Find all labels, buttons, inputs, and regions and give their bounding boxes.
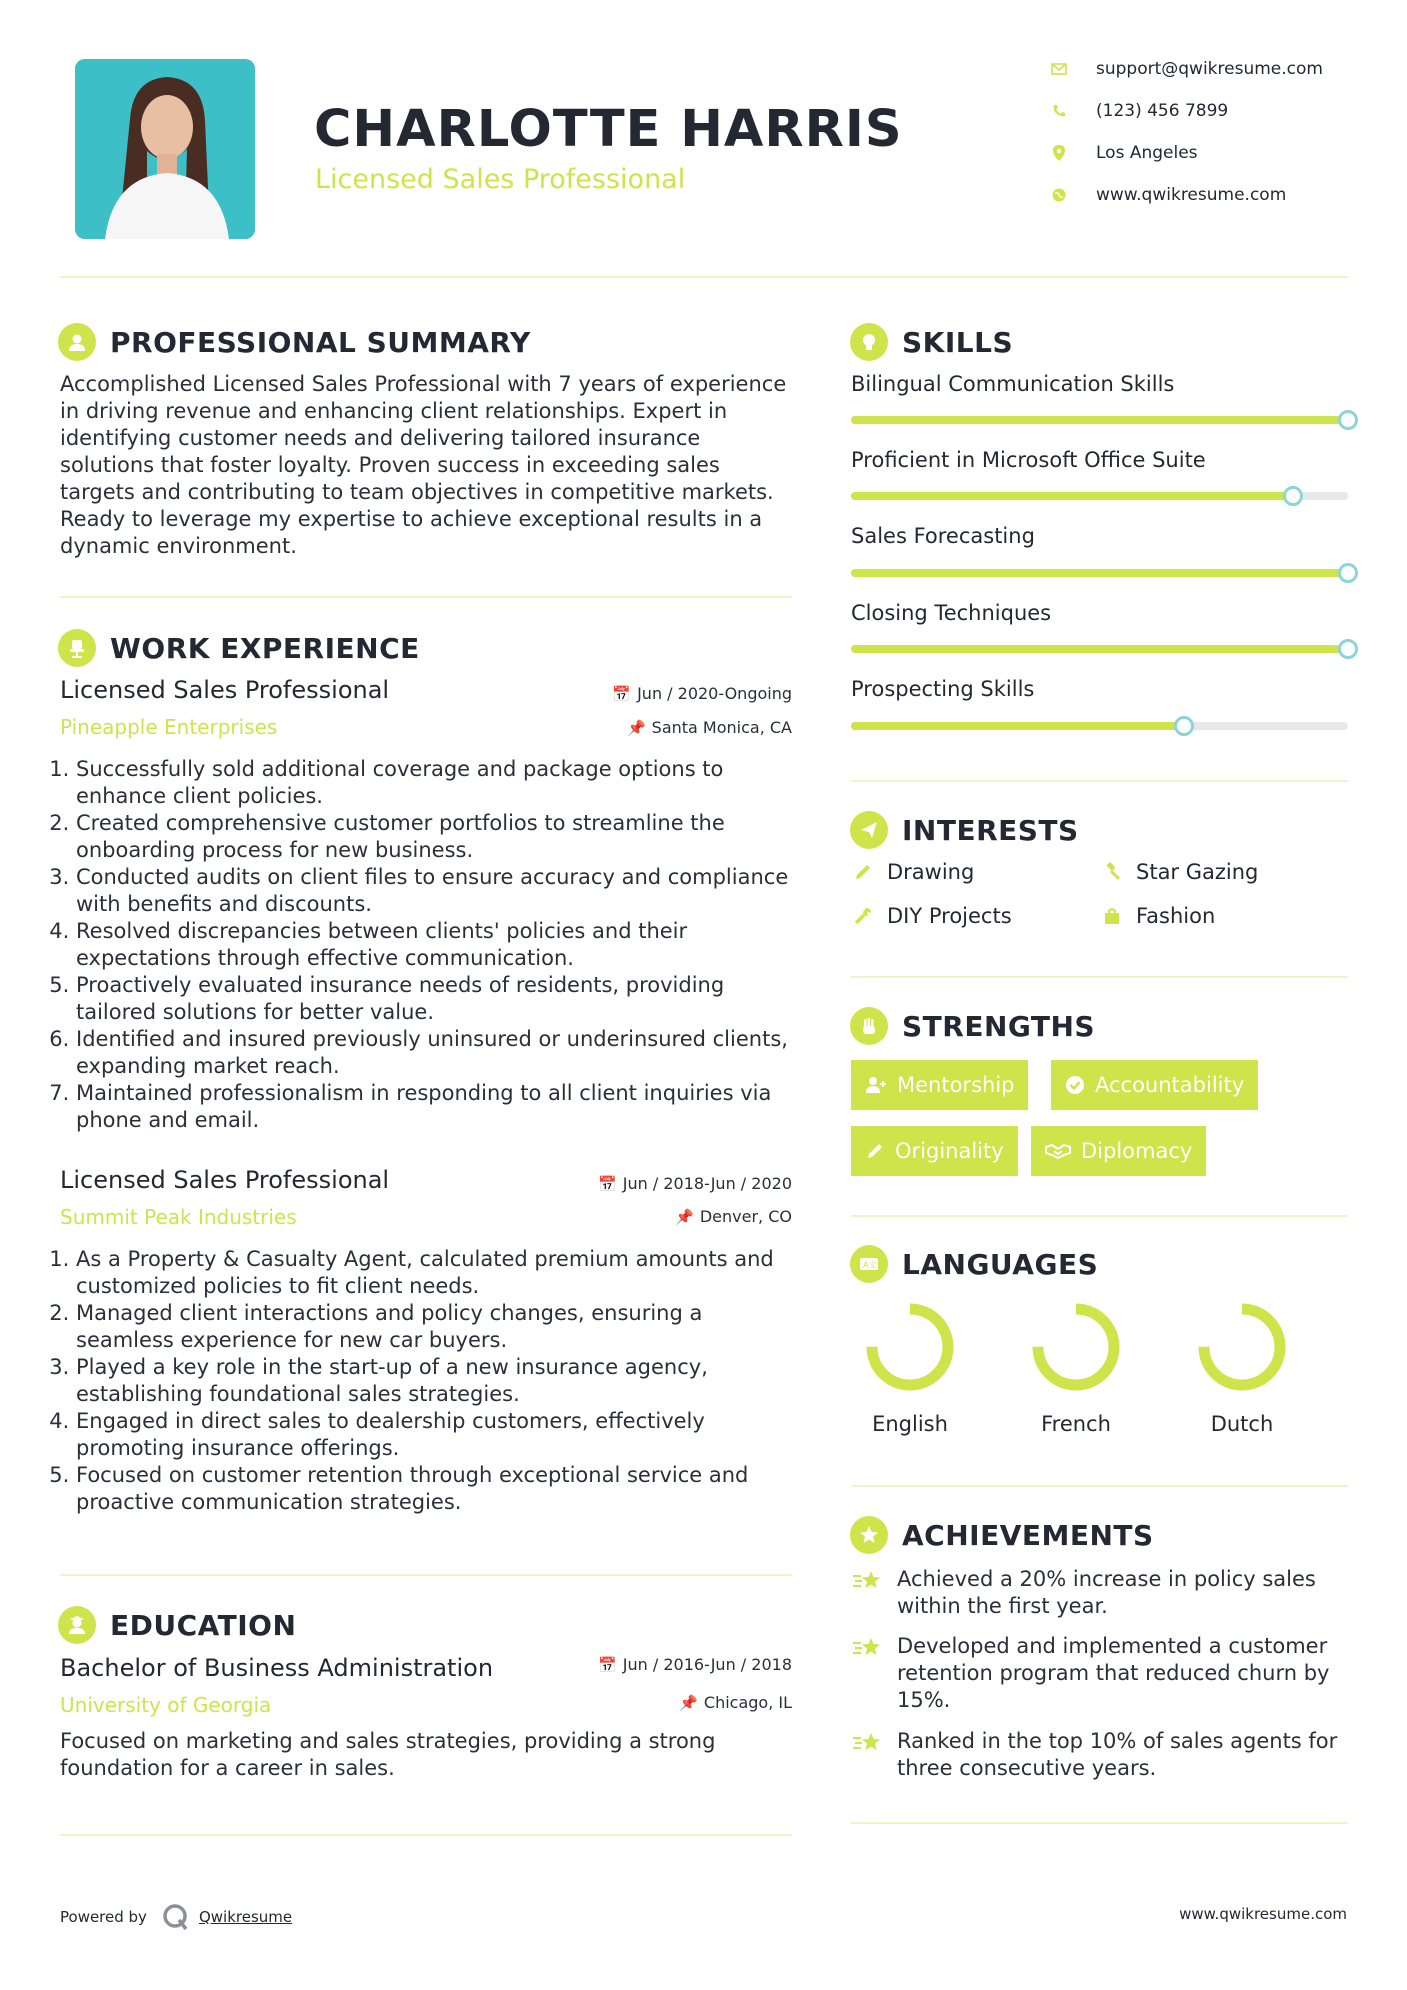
education-text: Focused on marketing and sales strategies, providing a strong foundation for a career in sales. <box>60 1729 716 1780</box>
svg-text:A文: A文 <box>863 1260 877 1270</box>
education-divider <box>60 1834 792 1836</box>
interest-diy: DIY Projects <box>851 904 1012 928</box>
star-badge-icon <box>850 1516 888 1554</box>
lightbulb-icon <box>850 323 888 361</box>
list-item: 6. Identified and insured previously uninsured or underinsured clients, expanding market reach. <box>76 1026 794 1080</box>
skill-5-knob <box>1174 716 1194 736</box>
chair-icon <box>58 629 96 667</box>
calendar-icon: 📅 <box>598 1655 617 1674</box>
education-degree: Bachelor of Business Administration <box>60 1654 494 1682</box>
education-school: University of Georgia <box>60 1693 272 1717</box>
work-heading: WORK EXPERIENCE <box>58 626 420 670</box>
education-dates: 📅 Jun / 2016-Jun / 2018 <box>598 1655 792 1674</box>
list-item: 5. Proactively evaluated insurance needs of residents, providing tailored solutions for better value. <box>76 972 794 1026</box>
globe-icon <box>1050 186 1068 204</box>
job-1-title: Licensed Sales Professional <box>60 676 390 704</box>
skill-3-knob <box>1338 563 1358 583</box>
interest-fashion: Fashion <box>1100 904 1215 928</box>
skills-divider <box>851 780 1348 782</box>
language-dutch-ring <box>1195 1300 1289 1394</box>
skill-4-knob <box>1338 639 1358 659</box>
calendar-icon: 📅 <box>598 1174 617 1193</box>
skill-4-fill <box>851 645 1348 653</box>
header-divider <box>60 276 1348 278</box>
skill-2-fill <box>851 492 1293 500</box>
wrench-icon <box>851 904 875 928</box>
skills-heading: SKILLS <box>850 320 1013 364</box>
skill-3-fill <box>851 569 1348 577</box>
achievements-divider <box>851 1822 1348 1824</box>
job-1-location: 📌 Santa Monica, CA <box>626 718 792 737</box>
skill-2-name: Proficient in Microsoft Office Suite <box>851 448 1206 472</box>
languages-heading: A文 LANGUAGES <box>850 1242 1098 1286</box>
user-icon <box>58 323 96 361</box>
skill-1-fill <box>851 416 1348 424</box>
summary-heading: PROFESSIONAL SUMMARY <box>58 320 531 364</box>
pencil-icon <box>851 860 875 884</box>
list-item: 1. Successfully sold additional coverage and package options to enhance client policies. <box>76 756 794 810</box>
strength-originality: Originality <box>851 1126 1018 1176</box>
strengths-divider <box>851 1215 1348 1217</box>
list-item: 2. Created comprehensive customer portfolios to streamline the onboarding process for new business. <box>76 810 794 864</box>
job-1-dates: 📅 Jun / 2020-Ongoing <box>612 684 792 703</box>
location-pin-icon <box>1050 144 1068 162</box>
hand-icon <box>850 1007 888 1045</box>
user-plus-icon <box>865 1075 887 1095</box>
list-item: 2. Managed client interactions and policy changes, ensuring a seamless experience for new car buyers. <box>76 1300 794 1354</box>
list-item: 4. Engaged in direct sales to dealership customers, effectively promoting insurance offerings. <box>76 1408 794 1462</box>
list-item: 3. Conducted audits on client files to ensure accuracy and compliance with benefits and discounts. <box>76 864 794 918</box>
paper-plane-icon <box>850 811 888 849</box>
contact-phone[interactable]: (123) 456 7899 <box>1050 96 1380 126</box>
qwikresume-logo-icon <box>161 1902 191 1932</box>
job-1-company: Pineapple Enterprises <box>60 715 278 739</box>
strength-diplomacy: Diplomacy <box>1031 1126 1206 1176</box>
interests-divider <box>851 976 1348 978</box>
strengths-heading: STRENGTHS <box>850 1004 1095 1048</box>
footer-url[interactable]: www.qwikresume.com <box>1179 1905 1347 1923</box>
skill-1-name: Bilingual Communication Skills <box>851 372 1175 396</box>
summary-text: Accomplished Licensed Sales Professional with 7 years of experience in driving revenue and enhancing client relationships. Expert in identifying customer needs and delivering tailored insurance solutions that foster loyalty. Proven success in exceeding sales targets and contributing to team objectives in competitive markets. Ready to leverage my expertise to achieve exceptional results in a dynamic environment. <box>60 372 787 558</box>
skill-5-name: Prospecting Skills <box>851 677 1035 701</box>
strength-mentorship: Mentorship <box>851 1060 1028 1110</box>
job-2-location: 📌 Denver, CO <box>675 1207 792 1226</box>
pencil-icon <box>865 1141 885 1161</box>
education-location: 📌 Chicago, IL <box>679 1693 792 1712</box>
list-item: 4. Resolved discrepancies between clients' policies and their expectations through effective communication. <box>76 918 794 972</box>
skill-5-bar <box>851 722 1348 730</box>
list-item: 7. Maintained professionalism in responding to all client inquiries via phone and email. <box>76 1080 794 1134</box>
language-french-ring <box>1029 1300 1123 1394</box>
education-heading: EDUCATION <box>58 1603 296 1647</box>
list-item: 5. Focused on customer retention through exceptional service and proactive communication strategies. <box>76 1462 794 1516</box>
shooting-star-icon <box>851 1633 885 1714</box>
achievements-heading: ACHIEVEMENTS <box>850 1513 1154 1557</box>
language-english: English <box>855 1300 965 1436</box>
shooting-star-icon <box>851 1728 885 1782</box>
skill-2-knob <box>1283 486 1303 506</box>
interests-heading: INTERESTS <box>850 808 1079 852</box>
job-1-bullets <box>58 756 794 1134</box>
shooting-star-icon <box>851 1566 885 1620</box>
languages-divider <box>851 1485 1348 1487</box>
graduate-icon <box>58 1606 96 1644</box>
pushpin-icon: 📌 <box>679 1693 698 1712</box>
work-divider <box>60 1574 792 1576</box>
interest-drawing: Drawing <box>851 860 974 884</box>
pushpin-icon: 📌 <box>675 1207 694 1226</box>
skill-5-fill <box>851 722 1184 730</box>
language-icon <box>850 1245 888 1283</box>
job-2-title: Licensed Sales Professional <box>60 1166 390 1194</box>
calendar-icon: 📅 <box>612 684 632 703</box>
candidate-title: Licensed Sales Professional <box>315 164 686 195</box>
check-circle-icon <box>1065 1075 1085 1095</box>
handshake-icon <box>1045 1141 1071 1161</box>
skill-4-name: Closing Techniques <box>851 601 1052 625</box>
achievement-1: Achieved a 20% increase in policy sales within the first year. <box>851 1566 1348 1620</box>
skill-3-bar <box>851 569 1348 577</box>
gavel-icon <box>1100 860 1124 884</box>
skill-3-name: Sales Forecasting <box>851 524 1035 548</box>
email-icon <box>1050 60 1068 78</box>
pushpin-icon: 📌 <box>626 718 646 737</box>
skill-1-knob <box>1338 410 1358 430</box>
summary-divider <box>60 596 792 598</box>
language-dutch: Dutch <box>1187 1300 1297 1436</box>
language-french: French <box>1021 1300 1131 1436</box>
job-2-dates: 📅 Jun / 2018-Jun / 2020 <box>598 1174 792 1193</box>
contact-email[interactable]: support@qwikresume.com <box>1050 54 1380 84</box>
powered-by: Powered by Qwikresume <box>60 1902 292 1932</box>
skill-2-bar <box>851 492 1348 500</box>
contact-location: Los Angeles <box>1050 138 1380 168</box>
qwikresume-link[interactable]: Qwikresume <box>198 1908 293 1926</box>
shopping-bag-icon <box>1100 904 1124 928</box>
interest-star-gazing: Star Gazing <box>1100 860 1258 884</box>
profile-photo <box>75 59 255 239</box>
contact-website[interactable]: www.qwikresume.com <box>1050 180 1380 210</box>
strength-accountability: Accountability <box>1051 1060 1258 1110</box>
job-2-bullets <box>58 1246 794 1516</box>
skill-4-bar <box>851 645 1348 653</box>
achievement-3: Ranked in the top 10% of sales agents for three consecutive years. <box>851 1728 1348 1782</box>
achievement-2: Developed and implemented a customer retention program that reduced churn by 15%. <box>851 1633 1348 1714</box>
list-item: 1. As a Property & Casualty Agent, calculated premium amounts and customized policies to fit client needs. <box>76 1246 794 1300</box>
phone-icon <box>1050 102 1068 120</box>
language-english-ring <box>863 1300 957 1394</box>
skill-1-bar <box>851 416 1348 424</box>
job-2-company: Summit Peak Industries <box>60 1205 297 1229</box>
candidate-name: CHARLOTTE HARRIS <box>314 100 903 159</box>
list-item: 3. Played a key role in the start-up of a new insurance agency, establishing foundational sales strategies. <box>76 1354 794 1408</box>
